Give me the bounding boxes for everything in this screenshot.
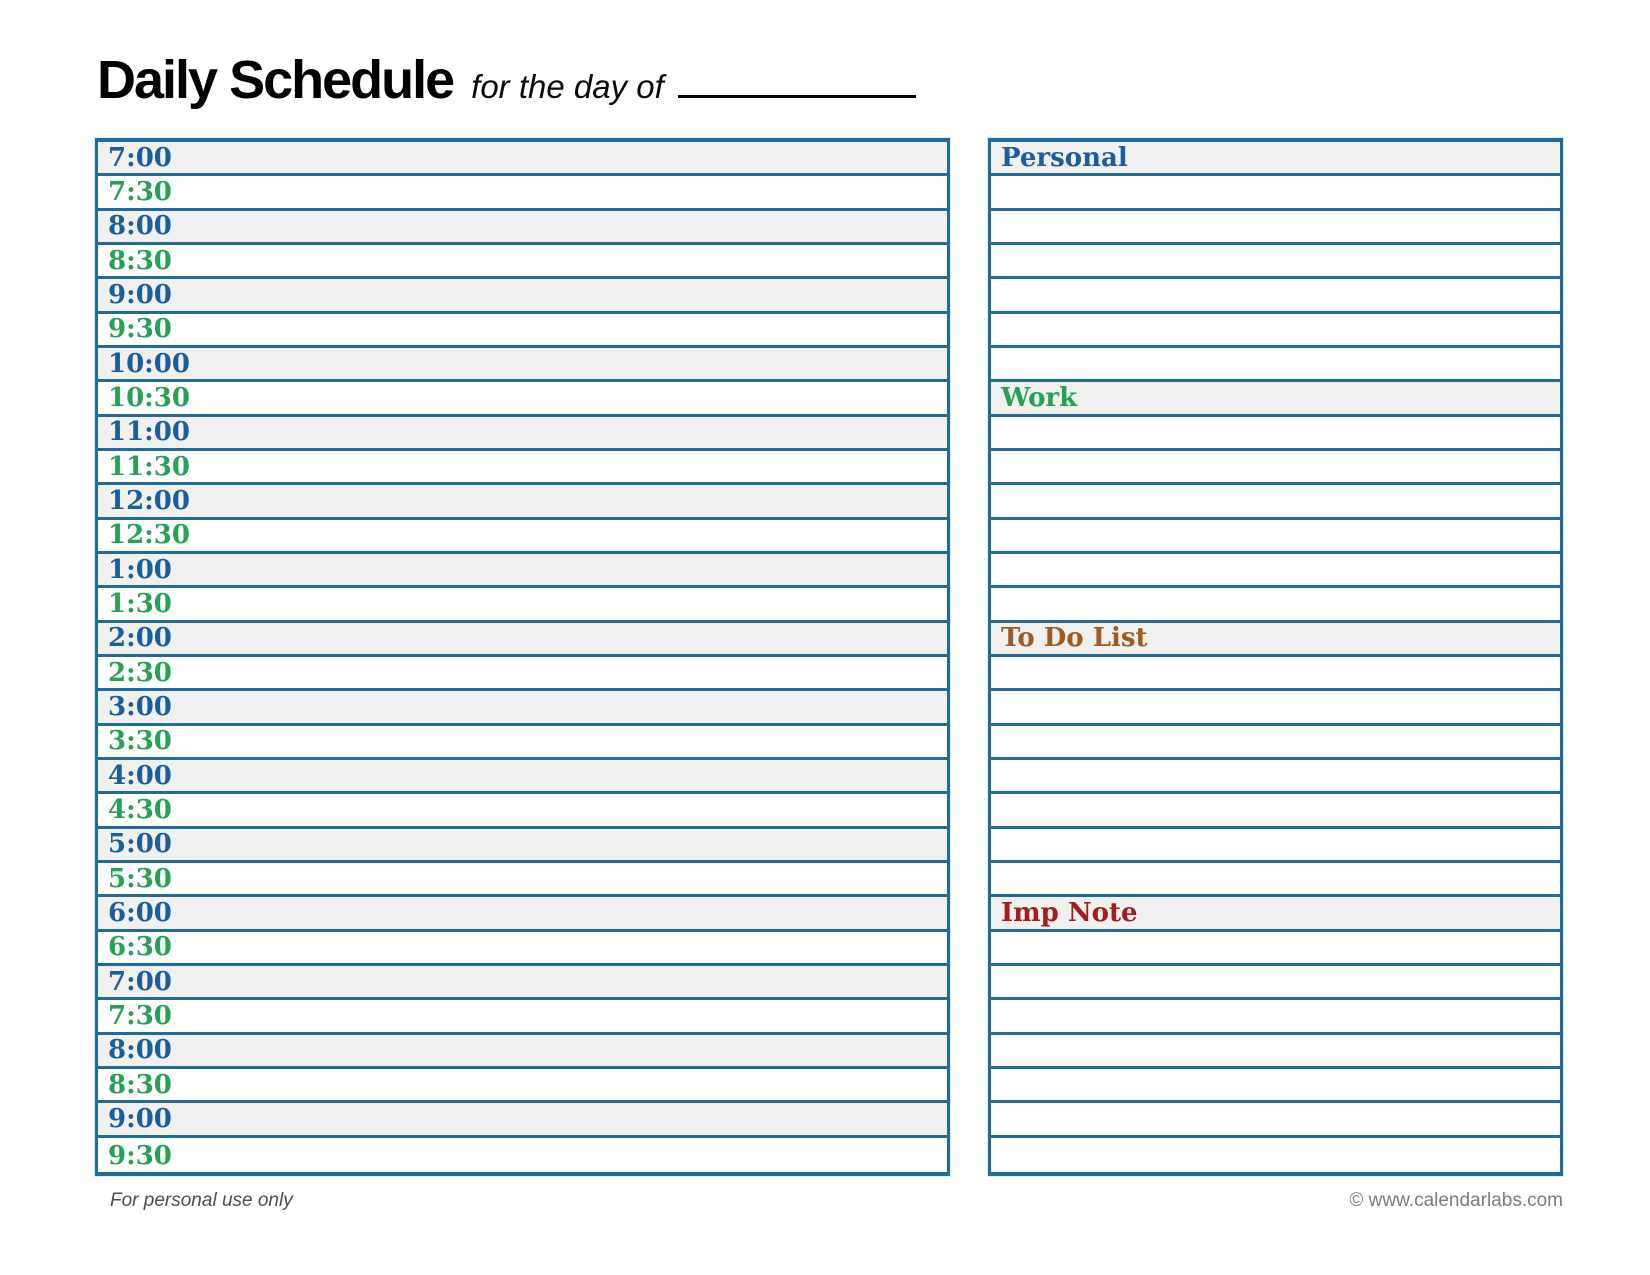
time-label: 7:30	[108, 177, 172, 208]
time-label: 9:30	[108, 314, 172, 345]
time-row	[98, 623, 947, 657]
page-subtitle: for the day of	[471, 68, 664, 105]
section-blank-row	[991, 760, 1560, 794]
time-row	[98, 142, 947, 176]
time-row	[98, 657, 947, 691]
time-row	[98, 897, 947, 931]
section-blank-row	[991, 520, 1560, 554]
time-row	[98, 1069, 947, 1103]
page-title: Daily Schedule	[97, 50, 454, 110]
section-blank-row	[991, 1103, 1560, 1137]
time-row	[98, 314, 947, 348]
section-blank-row	[991, 966, 1560, 1000]
time-label: 2:00	[108, 623, 172, 654]
time-label: 11:30	[108, 451, 190, 482]
time-label: 1:00	[108, 554, 172, 585]
time-row	[98, 176, 947, 210]
time-label: 9:00	[108, 280, 172, 311]
time-label: 3:30	[108, 726, 172, 757]
section-header-work	[991, 382, 1560, 416]
section-blank-row	[991, 1069, 1560, 1103]
time-label: 9:30	[108, 1141, 172, 1172]
time-row	[98, 1138, 947, 1172]
time-row	[98, 451, 947, 485]
time-label: 8:00	[108, 211, 172, 242]
time-label: 4:00	[108, 760, 172, 791]
time-label: 12:00	[108, 486, 190, 517]
section-blank-row	[991, 829, 1560, 863]
time-label: 4:30	[108, 795, 172, 826]
page-header	[97, 52, 916, 109]
section-header-to-do-list	[991, 623, 1560, 657]
time-label: 9:00	[108, 1104, 172, 1135]
section-blank-row	[991, 1000, 1560, 1034]
section-blank-row	[991, 245, 1560, 279]
time-row	[98, 1103, 947, 1137]
sections-table	[988, 138, 1563, 1176]
section-blank-row	[991, 588, 1560, 622]
time-row	[98, 245, 947, 279]
date-blank-line	[678, 95, 916, 98]
section-blank-row	[991, 176, 1560, 210]
time-row	[98, 760, 947, 794]
time-label: 8:30	[108, 1069, 172, 1100]
section-title: Personal	[1001, 142, 1128, 173]
section-title: To Do List	[1001, 623, 1148, 654]
section-blank-row	[991, 485, 1560, 519]
time-label: 5:00	[108, 829, 172, 860]
time-label: 12:30	[108, 520, 190, 551]
time-row	[98, 554, 947, 588]
section-header-imp-note	[991, 897, 1560, 931]
time-label: 6:00	[108, 898, 172, 929]
section-blank-row	[991, 691, 1560, 725]
time-row	[98, 966, 947, 1000]
section-blank-row	[991, 726, 1560, 760]
time-row	[98, 691, 947, 725]
section-blank-row	[991, 211, 1560, 245]
time-row	[98, 794, 947, 828]
time-row	[98, 932, 947, 966]
time-label: 6:30	[108, 932, 172, 963]
time-row	[98, 863, 947, 897]
section-blank-row	[991, 932, 1560, 966]
section-title: Imp Note	[1001, 898, 1138, 929]
section-blank-row	[991, 657, 1560, 691]
time-label: 2:30	[108, 657, 172, 688]
section-blank-row	[991, 554, 1560, 588]
time-row	[98, 829, 947, 863]
footer-credit: © www.calendarlabs.com	[1349, 1190, 1563, 1211]
time-row	[98, 726, 947, 760]
section-blank-row	[991, 863, 1560, 897]
footer-note: For personal use only	[110, 1190, 293, 1211]
time-label: 7:00	[108, 142, 172, 173]
time-row	[98, 485, 947, 519]
time-label: 10:30	[108, 383, 190, 414]
time-label: 10:00	[108, 348, 190, 379]
time-row	[98, 1000, 947, 1034]
time-label: 8:30	[108, 245, 172, 276]
time-label: 7:30	[108, 1001, 172, 1032]
time-label: 3:00	[108, 692, 172, 723]
time-row	[98, 211, 947, 245]
time-row	[98, 382, 947, 416]
section-blank-row	[991, 451, 1560, 485]
time-label: 8:00	[108, 1035, 172, 1066]
section-blank-row	[991, 794, 1560, 828]
section-blank-row	[991, 417, 1560, 451]
section-blank-row	[991, 1035, 1560, 1069]
time-label: 11:00	[108, 417, 190, 448]
time-label: 7:00	[108, 966, 172, 997]
section-header-personal	[991, 142, 1560, 176]
time-label: 1:30	[108, 589, 172, 620]
time-row	[98, 1035, 947, 1069]
time-row	[98, 588, 947, 622]
time-row	[98, 348, 947, 382]
time-row	[98, 417, 947, 451]
section-blank-row	[991, 348, 1560, 382]
section-blank-row	[991, 1138, 1560, 1172]
time-row	[98, 279, 947, 313]
section-title: Work	[1001, 383, 1078, 414]
time-label: 5:30	[108, 863, 172, 894]
section-blank-row	[991, 279, 1560, 313]
time-row	[98, 520, 947, 554]
time-schedule-table	[95, 138, 950, 1176]
section-blank-row	[991, 314, 1560, 348]
